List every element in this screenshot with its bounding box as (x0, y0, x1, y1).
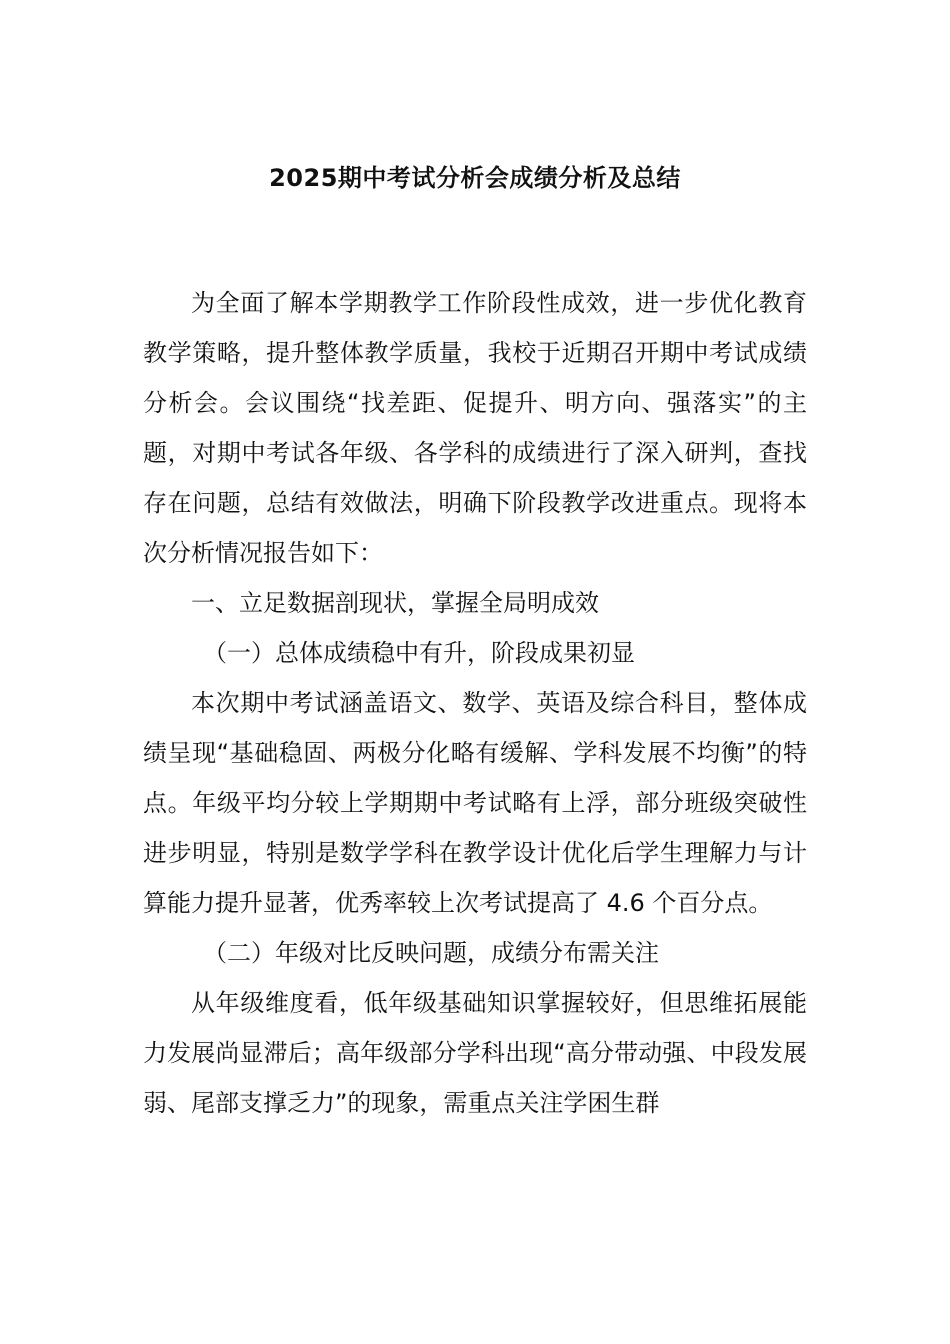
intro-paragraph: 为全面了解本学期教学工作阶段性成效，进一步优化教育教学策略，提升整体教学质量，我校于近期召开期中考试成绩分析会。会议围绕“找差距、促提升、明方向、强落实”的主题，对期中考试各年级、各学科的成绩进行了深入研判，查找存在问题，总结有效做法，明确下阶段教学改进重点。现将本次分析情况报告如下： (143, 289, 807, 567)
subsection-paragraph-1: 本次期中考试涵盖语文、数学、英语及综合科目，整体成绩呈现“基础稳固、两极分化略有缓解、学科发展不均衡”的特点。年级平均分较上学期期中考试略有上浮，部分班级突破性进步明显，特别是数学学科在教学设计优化后学生理解力与计算能力提升显著，优秀率较上次考试提高了 4.6 个百分点。 (143, 689, 807, 917)
document-body (143, 278, 807, 1128)
subsection-heading-2: （二）年级对比反映问题，成绩分布需关注 (203, 939, 659, 967)
subsection-paragraph-2: 从年级维度看，低年级基础知识掌握较好，但思维拓展能力发展尚显滞后；高年级部分学科出现“高分带动强、中段发展弱、尾部支撑乏力”的现象，需重点关注学困生群 (143, 989, 807, 1117)
section-heading-1: 一、立足数据剖现状，掌握全局明成效 (191, 589, 599, 617)
document-title: 2025期中考试分析会成绩分析及总结 (269, 164, 681, 192)
subsection-heading-1: （一）总体成绩稳中有升，阶段成果初显 (203, 639, 635, 667)
